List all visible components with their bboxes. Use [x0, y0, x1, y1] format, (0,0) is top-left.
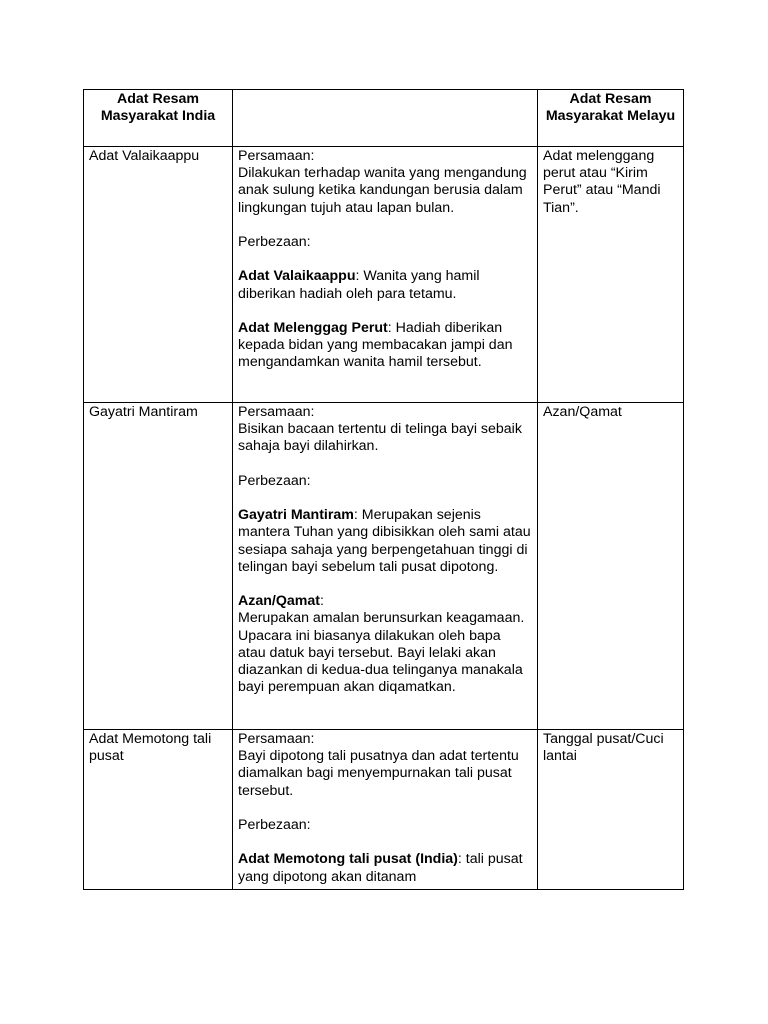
- cell-comparison: [233, 147, 538, 403]
- difference-india: [238, 851, 532, 885]
- header-india: Adat Resam Masyarakat India: [84, 90, 233, 147]
- cell-india: Gayatri Mantiram: [84, 403, 233, 730]
- perbezaan-label: Perbezaan:: [238, 472, 311, 489]
- table-row: [84, 730, 684, 890]
- cell-comparison: [233, 403, 538, 730]
- difference-india-title: Adat Valaikaappu: [238, 268, 356, 285]
- difference-melayu-colon: :: [320, 593, 324, 610]
- difference-india-text: : Merupakan sejenis mantera Tuhan yang dibisikkan oleh sami atau sesiapa sahaja yang berpengetahuan tinggi di telingan bayi sebelum tali pusat dipotong.: [238, 507, 531, 575]
- persamaan-label: Persamaan:: [238, 731, 315, 747]
- cell-melayu: Tanggal pusat/Cuci lantai: [538, 730, 684, 890]
- cell-melayu: Azan/Qamat: [538, 403, 684, 730]
- cell-melayu: Adat melenggang perut atau “Kirim Perut” atau “Mandi Tian”.: [538, 147, 684, 403]
- difference-india: [238, 268, 532, 302]
- perbezaan-label: Perbezaan:: [238, 817, 311, 833]
- persamaan-text: Bayi dipotong tali pusatnya dan adat tertentu diamalkan bagi menyempurnakan tali pusat tersebut.: [238, 748, 519, 799]
- header-comparison: [233, 90, 538, 147]
- difference-india-title: Adat Memotong tali pusat (India): [238, 851, 458, 868]
- cell-india: Adat Valaikaappu: [84, 147, 233, 403]
- header-melayu: Adat Resam Masyarakat Melayu: [538, 90, 684, 147]
- table-header-row: [84, 90, 684, 147]
- difference-melayu-text: : Hadiah diberikan kepada bidan yang membacakan jampi dan mengandamkan wanita hamil tersebut.: [238, 319, 513, 371]
- persamaan-text: Bisikan bacaan tertentu di telinga bayi sebaik sahaja bayi dilahirkan.: [238, 421, 522, 455]
- cell-comparison: [233, 730, 538, 890]
- difference-melayu: [238, 320, 532, 372]
- difference-india: [238, 507, 532, 576]
- perbezaan-label: Perbezaan:: [238, 234, 311, 250]
- table-row: [84, 403, 684, 730]
- persamaan-label: Persamaan:: [238, 404, 315, 420]
- difference-melayu-heading: [238, 593, 532, 610]
- difference-india-title: Gayatri Mantiram: [238, 507, 354, 524]
- difference-india-text: : tali pusat yang dipotong akan ditanam: [238, 851, 523, 885]
- cell-india: Adat Memotong tali pusat: [84, 730, 233, 890]
- persamaan-text: Dilakukan terhadap wanita yang mengandung anak sulung ketika kandungan berusia dalam lingkungan tujuh atau lapan bulan.: [238, 165, 527, 216]
- table-row: [84, 147, 684, 403]
- difference-melayu-title: Azan/Qamat: [238, 593, 320, 610]
- difference-melayu-text: Merupakan amalan berunsurkan keagamaan. Upacara ini biasanya dilakukan oleh bapa atau datuk bayi tersebut. Bayi lelaki akan diazankan di kedua-dua telinganya manakala bayi perempuan akan diqamatkan.: [238, 610, 525, 696]
- persamaan-label: Persamaan:: [238, 148, 315, 164]
- difference-india-text: : Wanita yang hamil diberikan hadiah oleh para tetamu.: [238, 268, 480, 302]
- comparison-table: [83, 89, 684, 890]
- difference-melayu-title: Adat Melenggag Perut: [238, 319, 388, 336]
